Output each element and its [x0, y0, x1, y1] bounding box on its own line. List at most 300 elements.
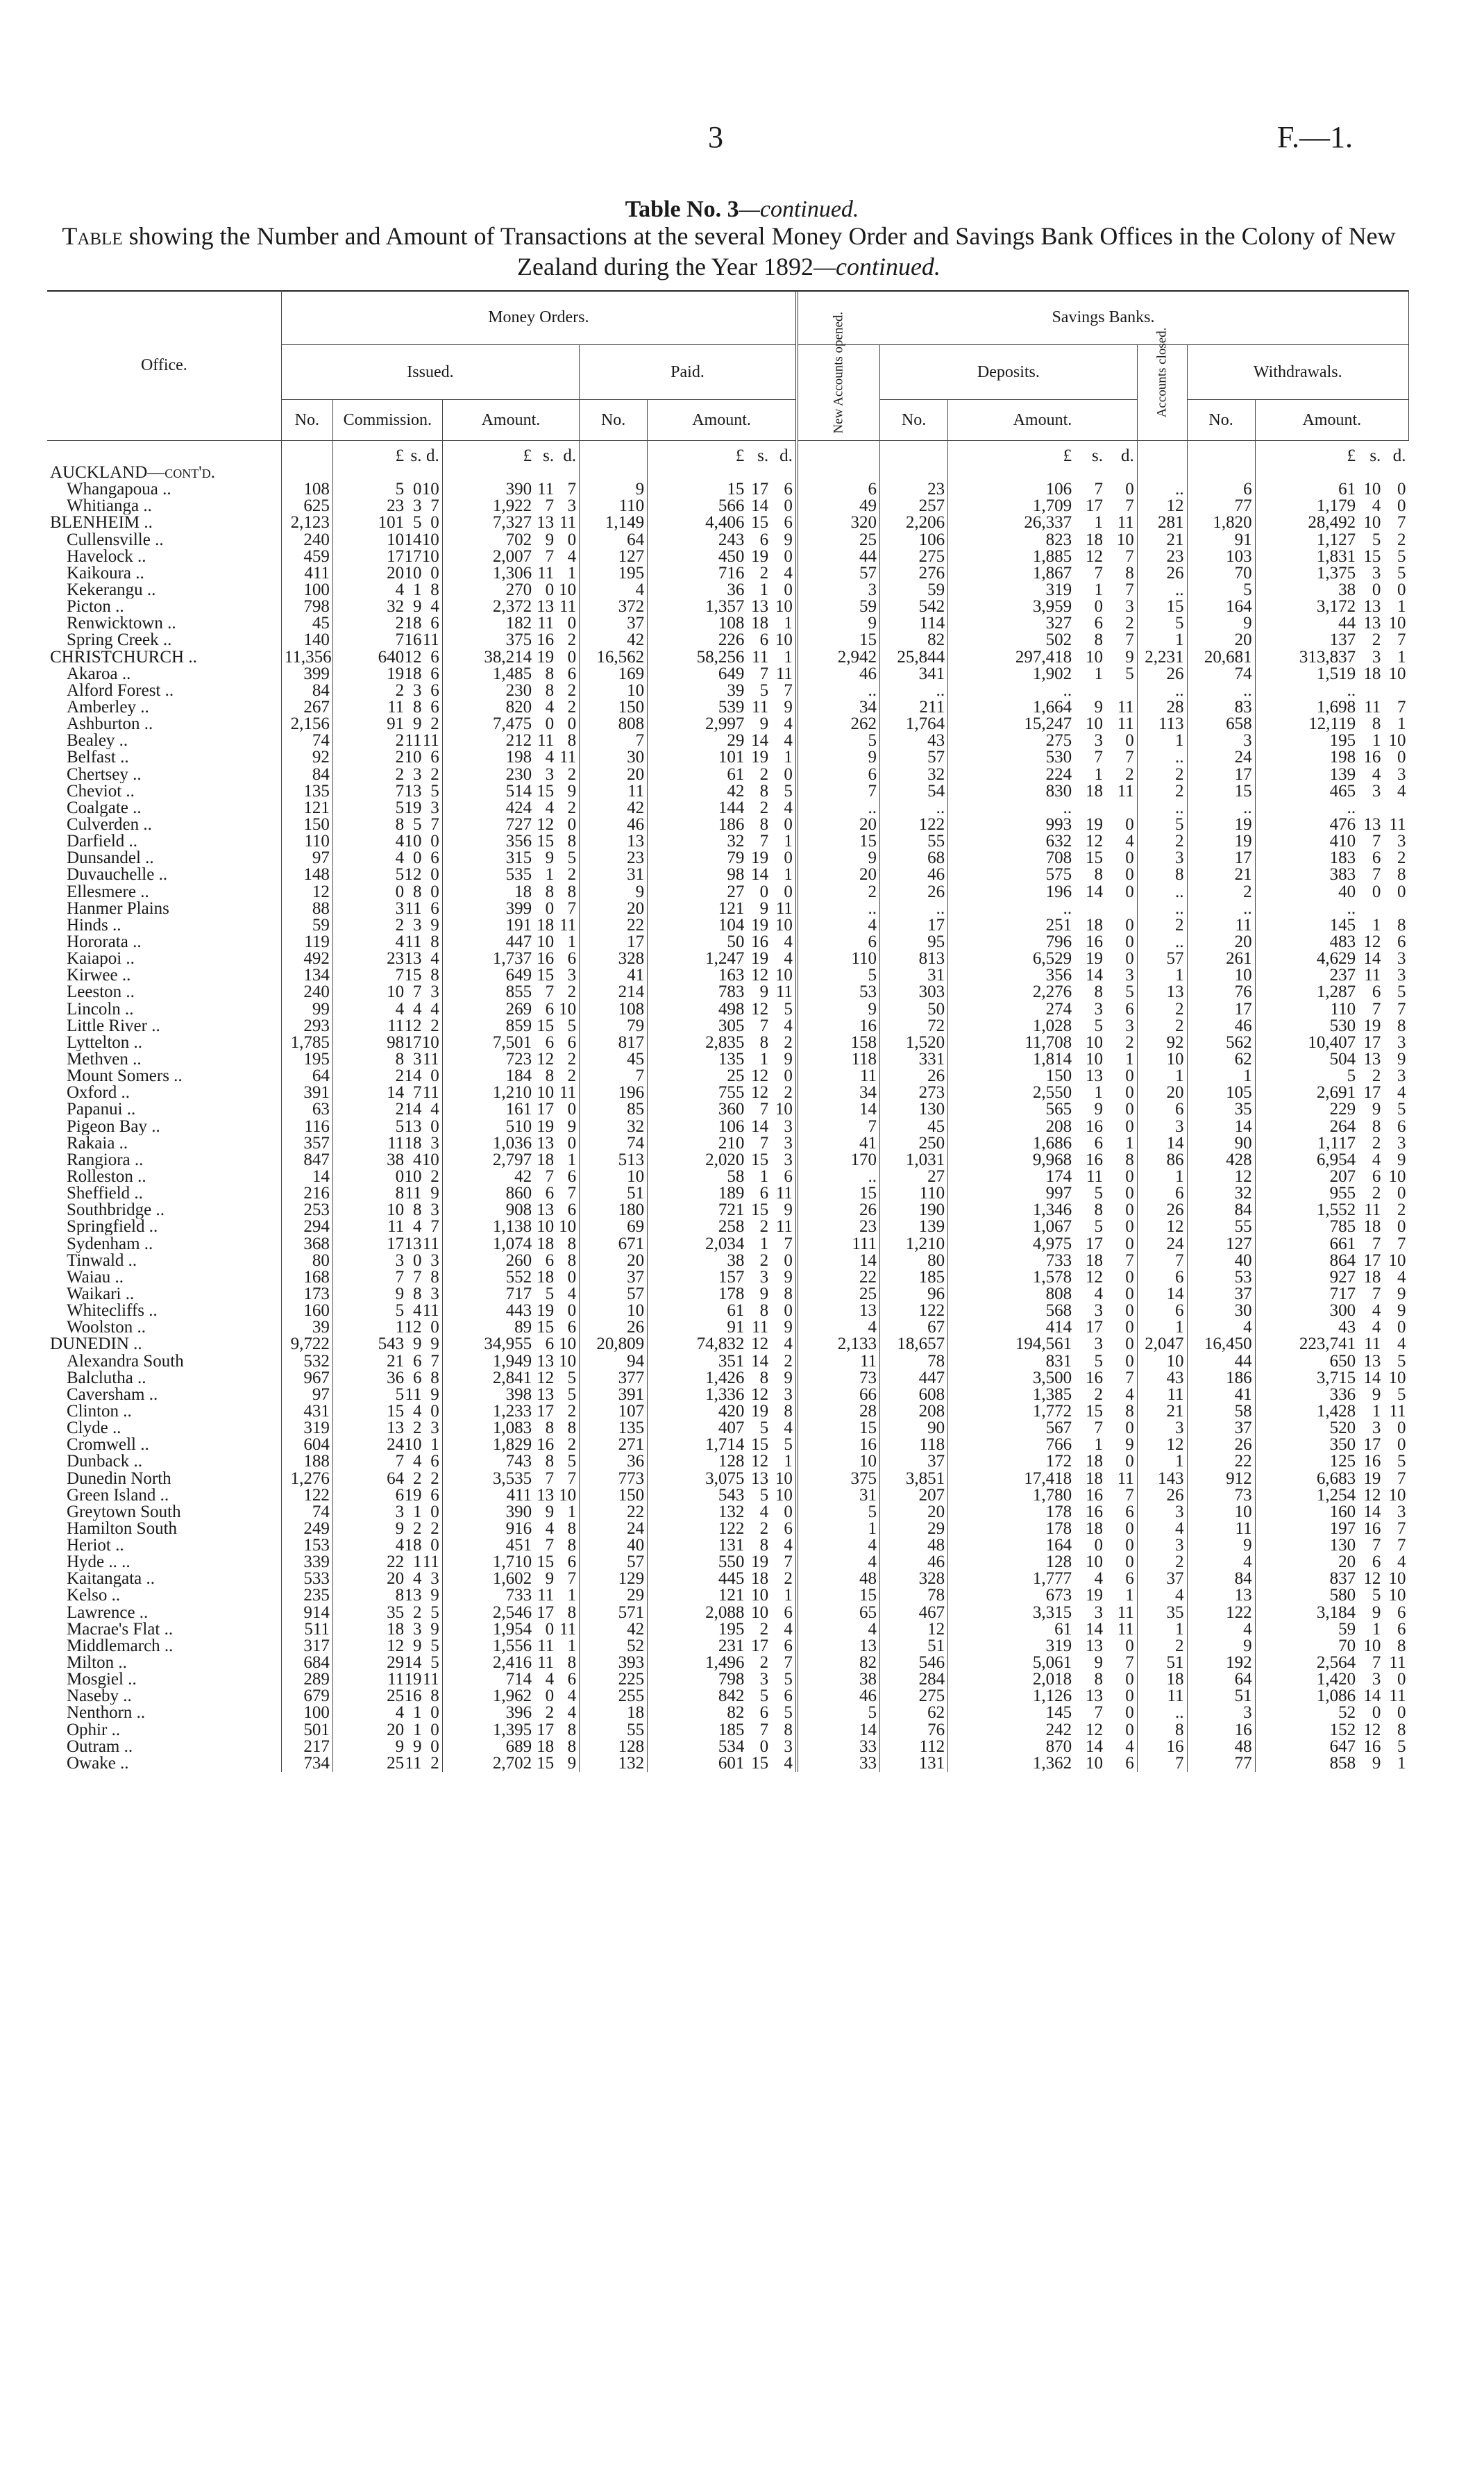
issued-amount-pence: 11: [559, 514, 577, 532]
commission-shillings: 4: [412, 1151, 422, 1169]
deposits-amount-pounds: ..: [1063, 682, 1072, 699]
withdrawals-amount-shillings: 17: [1363, 1252, 1381, 1269]
office-name: Outram ..: [67, 1738, 133, 1755]
issued-amount-pounds: 743: [505, 1453, 532, 1471]
unit-cell-office: [47, 441, 281, 465]
paid-number: 132: [580, 1755, 648, 1772]
issued-amount: [442, 1269, 579, 1286]
deposits-amount: [948, 1202, 1138, 1219]
new-accounts: [797, 465, 880, 481]
withdrawals-amount-pence: 5: [1397, 1101, 1406, 1119]
table-row: [47, 783, 1409, 800]
deposits-amount-pence: 7: [1125, 1654, 1134, 1672]
paid-number: 129: [580, 1571, 648, 1587]
paid-amount: [648, 1135, 797, 1152]
deposits-number: 208: [880, 1403, 948, 1420]
commission-shillings: 14: [404, 1068, 422, 1085]
paid-amount-pence: 0: [784, 850, 793, 867]
new-accounts: 14: [797, 1722, 880, 1739]
deposits-amount-pounds: 164: [1045, 1537, 1072, 1555]
withdrawals-number: 2: [1187, 884, 1255, 901]
withdrawals-amount-shillings: 8: [1372, 716, 1381, 733]
deposits-number: 1,031: [880, 1152, 948, 1169]
commission-pounds: 11: [387, 698, 405, 717]
deposits-amount-pence: 9: [1125, 649, 1134, 666]
commission: [332, 632, 442, 649]
withdrawals-amount: [1255, 833, 1408, 850]
accounts-closed: 2: [1137, 833, 1187, 850]
commission-pence: 11: [422, 733, 439, 750]
deposits-amount: [948, 1286, 1138, 1303]
withdrawals-amount: [1255, 1185, 1408, 1202]
office-name: Lyttelton ..: [67, 1034, 143, 1051]
withdrawals-number: 77: [1187, 1755, 1255, 1772]
issued-amount-pence: 8: [567, 1654, 577, 1672]
withdrawals-number: 658: [1187, 716, 1255, 733]
issued-amount-pence: 6: [567, 1554, 577, 1571]
issued-amount-pounds: 820: [505, 698, 532, 717]
withdrawals-amount: [1255, 1722, 1408, 1739]
deposits-amount-pounds: 2,276: [1032, 984, 1072, 1001]
table-row: [47, 1353, 1409, 1369]
commission-pence: 0: [430, 1118, 439, 1135]
office-name: Mosgiel ..: [67, 1671, 137, 1689]
issued-number: 511: [281, 1621, 332, 1638]
accounts-closed: ..: [1137, 749, 1187, 766]
table-row: [47, 1453, 1409, 1470]
withdrawals-number: 11: [1187, 917, 1255, 934]
deposits-amount-shillings: 10: [1085, 1755, 1103, 1772]
commission-pence: 4: [430, 1001, 439, 1018]
issued-number: 11,356: [281, 649, 332, 666]
commission-pounds: 24: [387, 1437, 405, 1454]
deposits-amount-shillings: 17: [1085, 1319, 1103, 1337]
issued-number: 679: [281, 1688, 332, 1705]
paid-amount-shillings: 12: [751, 1001, 769, 1018]
deposits-number: 62: [880, 1705, 948, 1721]
paid-amount-pence: 5: [784, 1671, 793, 1689]
deposits-amount: [948, 884, 1138, 901]
deposits-amount-pounds: ..: [1063, 900, 1072, 917]
issued-amount: [442, 514, 579, 531]
deposits-amount-pounds: 766: [1045, 1437, 1072, 1454]
paid-amount: [648, 1587, 797, 1604]
withdrawals-number: 16: [1187, 1722, 1255, 1739]
paid-number: 513: [580, 1152, 648, 1169]
paid-amount-pence: 11: [775, 1219, 793, 1236]
withdrawals-amount: [1255, 1219, 1408, 1235]
paid-amount-pounds: 32: [727, 833, 745, 851]
commission: [332, 934, 442, 951]
issued-amount: [442, 817, 579, 833]
paid-amount-pence: 6: [784, 1688, 793, 1705]
deposits-amount: [948, 1571, 1138, 1587]
paid-number: 26: [580, 1319, 648, 1336]
deposits-amount-shillings: 13: [1085, 1688, 1103, 1705]
withdrawals-amount-pounds: 1,420: [1316, 1671, 1356, 1689]
issued-amount-shillings: 8: [545, 883, 555, 901]
commission-pence: 3: [430, 1252, 439, 1269]
commission-shillings: 17: [404, 1034, 422, 1051]
issued-amount-pence: 0: [567, 1135, 577, 1152]
paid-number: 10: [580, 1303, 648, 1319]
commission-shillings: 19: [404, 799, 422, 817]
deposits-amount-pence: 0: [1125, 1101, 1134, 1119]
table-row: [47, 1739, 1409, 1755]
withdrawals-amount: [1255, 1051, 1408, 1068]
commission-pence: 5: [430, 1604, 439, 1621]
issued-amount-pence: 6: [567, 1034, 577, 1051]
withdrawals-amount: [1255, 1169, 1408, 1185]
withdrawals-amount-pence: 3: [1397, 766, 1406, 783]
withdrawals-amount: [1255, 984, 1408, 1001]
issued-amount-pence: 8: [567, 1721, 577, 1739]
paid-amount-pounds: 135: [718, 1051, 745, 1069]
paid-amount-pence: 9: [784, 1051, 793, 1069]
issued-amount-pence: 8: [567, 1520, 577, 1537]
unit-cell: [580, 441, 648, 465]
paid-number: 17: [580, 934, 648, 951]
deposits-amount: [948, 1537, 1138, 1554]
withdrawals-number: 1,820: [1187, 514, 1255, 531]
deposits-number: 95: [880, 934, 948, 951]
issued-amount-pounds: 3,535: [492, 1470, 532, 1487]
accounts-closed: 13: [1137, 984, 1187, 1001]
header-issued-amount: Amount.: [442, 400, 579, 441]
deposits-number: 51: [880, 1638, 948, 1655]
issued-amount-pounds: 649: [505, 967, 532, 985]
table-row: [47, 817, 1409, 833]
withdrawals-amount-pounds: 152: [1329, 1721, 1356, 1739]
issued-amount-pence: 2: [567, 1068, 577, 1085]
paid-amount-pence: 11: [775, 1185, 793, 1203]
paid-amount-shillings: 15: [751, 514, 769, 532]
unit-pound: £: [1347, 446, 1356, 465]
withdrawals-amount-pounds: 43: [1338, 1319, 1356, 1337]
issued-amount: [442, 1303, 579, 1319]
issued-amount-shillings: 0: [545, 581, 555, 599]
office-name: Lincoln ..: [67, 1001, 134, 1018]
withdrawals-amount-pounds: 476: [1329, 816, 1356, 834]
deposits-amount: [948, 532, 1138, 549]
withdrawals-amount-pounds: 1,117: [1317, 1135, 1356, 1152]
withdrawals-amount-shillings: 17: [1363, 1437, 1381, 1454]
withdrawals-amount-pence: 6: [1397, 1604, 1406, 1621]
issued-amount: [442, 1336, 579, 1353]
issued-amount-pounds: 390: [505, 1503, 532, 1521]
new-accounts: 11: [797, 1353, 880, 1369]
withdrawals-number: 4: [1187, 1621, 1255, 1638]
withdrawals-amount-pence: 9: [1397, 1051, 1406, 1069]
paid-amount-shillings: 12: [751, 1453, 769, 1471]
new-accounts: 44: [797, 549, 880, 565]
table-row: [47, 951, 1409, 967]
deposits-amount-pounds: 224: [1045, 766, 1072, 783]
paid-amount: [648, 1051, 797, 1068]
issued-amount-shillings: 12: [537, 1369, 555, 1387]
table-row: [47, 1487, 1409, 1504]
paid-amount-shillings: 6: [759, 632, 769, 649]
paid-amount-pounds: 420: [718, 1403, 745, 1421]
issued-amount-shillings: 8: [545, 665, 555, 683]
issued-amount-pence: 0: [567, 716, 577, 733]
paid-number: 20: [580, 1253, 648, 1269]
paid-amount-shillings: 2: [759, 1252, 769, 1269]
deposits-amount: [948, 1521, 1138, 1537]
commission-pence: 3: [430, 1202, 439, 1219]
new-accounts: 48: [797, 1571, 880, 1587]
paid-number: 23: [580, 850, 648, 867]
withdrawals-amount-pounds: 837: [1329, 1571, 1356, 1588]
deposits-amount-pounds: 1,885: [1032, 548, 1072, 565]
withdrawals-number: 5: [1187, 582, 1255, 599]
new-accounts: 320: [797, 514, 880, 531]
paid-amount-pounds: 226: [718, 632, 745, 649]
commission-pounds: 5: [395, 799, 405, 817]
commission-pence: 3: [430, 1285, 439, 1303]
commission: [332, 1504, 442, 1521]
deposits-amount-pounds: 9,968: [1032, 1151, 1072, 1169]
commission-shillings: 0: [412, 1252, 422, 1269]
withdrawals-amount-pence: 10: [1388, 665, 1406, 683]
paid-amount: [648, 1621, 797, 1638]
deposits-amount-shillings: 17: [1085, 498, 1103, 515]
issued-amount-shillings: 17: [537, 1403, 555, 1421]
paid-amount: [648, 1705, 797, 1721]
issued-number: 160: [281, 1303, 332, 1319]
issued-amount-pence: 9: [567, 1755, 577, 1772]
commission-pence: 10: [421, 1151, 439, 1169]
paid-number: 377: [580, 1370, 648, 1387]
deposits-amount: [948, 951, 1138, 967]
commission-pounds: 36: [387, 1369, 405, 1387]
commission: [332, 1437, 442, 1453]
deposits-amount-shillings: 13: [1085, 1637, 1103, 1655]
issued-amount: [442, 934, 579, 951]
issued-amount-pence: 10: [559, 1001, 577, 1018]
withdrawals-amount-pence: 2: [1397, 1202, 1406, 1219]
office-name: Whitianga ..: [67, 498, 152, 515]
deposits-amount-shillings: 8: [1094, 632, 1103, 649]
paid-amount: [648, 1353, 797, 1369]
office-name: Clyde ..: [67, 1420, 121, 1437]
unit-s: s.: [757, 446, 769, 465]
issued-amount-shillings: 13: [537, 1135, 555, 1152]
paid-amount-pence: 9: [784, 1202, 793, 1219]
issued-amount-pence: 0: [567, 1101, 577, 1119]
issued-number: 173: [281, 1286, 332, 1303]
issued-number: 459: [281, 549, 332, 565]
table-row: [47, 833, 1409, 850]
new-accounts: 16: [797, 1437, 880, 1453]
issued-amount-shillings: 13: [537, 1353, 555, 1370]
issued-amount-shillings: 8: [545, 1068, 555, 1085]
withdrawals-number: 46: [1187, 1018, 1255, 1035]
commission-shillings: 9: [412, 1336, 422, 1353]
deposits-amount-pence: 6: [1125, 1755, 1134, 1772]
issued-amount-pounds: 2,841: [492, 1369, 532, 1387]
commission: [332, 767, 442, 783]
issued-amount-shillings: 16: [537, 632, 555, 649]
commission-shillings: 3: [412, 766, 422, 783]
commission: [332, 1185, 442, 1202]
deposits-amount: [948, 1387, 1138, 1403]
deposits-amount-pence: 0: [1125, 867, 1134, 884]
office-name: Spring Creek ..: [67, 632, 172, 649]
withdrawals-amount-pounds: 858: [1329, 1755, 1356, 1772]
issued-number: 235: [281, 1587, 332, 1604]
issued-amount: [442, 1605, 579, 1621]
issued-amount: [442, 1035, 579, 1051]
withdrawals-amount-pounds: 661: [1329, 1235, 1356, 1253]
paid-amount: [648, 1370, 797, 1387]
withdrawals-amount-pence: 3: [1397, 1034, 1406, 1051]
issued-number: 317: [281, 1638, 332, 1655]
commission-pence: 0: [430, 1537, 439, 1555]
commission-shillings: 14: [404, 531, 422, 549]
paid-number: 46: [580, 817, 648, 833]
new-accounts: 82: [797, 1655, 880, 1671]
office-name: Havelock ..: [67, 548, 146, 565]
commission: [332, 1051, 442, 1068]
issued-number: 108: [281, 481, 332, 498]
withdrawals-amount: [1255, 1470, 1408, 1487]
paid-amount-shillings: 16: [751, 933, 769, 951]
issued-number: 967: [281, 1370, 332, 1387]
paid-amount: [648, 1537, 797, 1554]
withdrawals-amount-shillings: 1: [1372, 917, 1381, 934]
withdrawals-number: 19: [1187, 817, 1255, 833]
new-accounts: 11: [797, 1068, 880, 1085]
deposits-number: 303: [880, 984, 948, 1001]
deposits-amount-pence: 0: [1125, 1637, 1134, 1655]
issued-amount: [442, 1319, 579, 1336]
deposits-number: 2,206: [880, 514, 948, 531]
deposits-amount-shillings: 1: [1094, 766, 1103, 783]
withdrawals-amount: [1255, 1521, 1408, 1537]
deposits-amount-pounds: 106: [1045, 481, 1072, 499]
deposits-amount-shillings: 18: [1085, 917, 1103, 934]
deposits-number: 59: [880, 582, 948, 599]
new-accounts: 118: [797, 1051, 880, 1068]
accounts-closed: ..: [1137, 582, 1187, 599]
accounts-closed: 24: [1137, 1235, 1187, 1252]
unit-cell: [1137, 441, 1187, 465]
withdrawals-amount: [1255, 1353, 1408, 1369]
deposits-amount: [948, 967, 1138, 984]
issued-amount-pence: 0: [567, 816, 577, 834]
unit-s: s.: [543, 446, 555, 465]
commission-pence: 9: [430, 917, 439, 934]
deposits-amount-pounds: 274: [1045, 1001, 1072, 1018]
issued-amount-shillings: 11: [537, 733, 555, 750]
commission: [332, 1253, 442, 1269]
withdrawals-number: 30: [1187, 1303, 1255, 1319]
commission-shillings: 2: [412, 1604, 422, 1621]
new-accounts: 6: [797, 934, 880, 951]
header-new-accounts: [797, 311, 880, 441]
issued-number: 97: [281, 850, 332, 867]
commission: [332, 1705, 442, 1721]
commission-pence: 2: [430, 1470, 439, 1487]
paid-number: 52: [580, 1638, 648, 1655]
withdrawals-amount-pence: 5: [1397, 548, 1406, 565]
deposits-amount-shillings: 17: [1085, 1235, 1103, 1253]
accounts-closed: 7: [1137, 1755, 1187, 1772]
commission-pence: 3: [430, 1135, 439, 1152]
table-row: [47, 1605, 1409, 1621]
office-name: Balclutha ..: [67, 1369, 146, 1387]
commission-shillings: 18: [404, 615, 422, 633]
paid-amount-pounds: 98: [727, 867, 745, 884]
issued-amount-shillings: 7: [545, 498, 555, 515]
paid-amount-pounds: 58: [727, 1168, 745, 1186]
paid-amount-pounds: 1,336: [705, 1386, 745, 1403]
withdrawals-number: 6: [1187, 481, 1255, 498]
deposits-number: 110: [880, 1185, 948, 1202]
commission-pounds: 91: [387, 716, 405, 733]
commission-pence: 10: [421, 531, 439, 549]
paid-number: 85: [580, 1101, 648, 1118]
commission-pounds: 2: [395, 1068, 405, 1085]
withdrawals-amount-pence: 0: [1397, 581, 1406, 599]
deposits-amount: [948, 1554, 1138, 1571]
issued-amount-pence: 5: [567, 1017, 577, 1035]
deposits-amount-shillings: 4: [1094, 1571, 1103, 1588]
paid-amount: [648, 1152, 797, 1169]
deposits-amount-shillings: 10: [1085, 649, 1103, 666]
commission-pounds: 2: [395, 615, 405, 633]
withdrawals-amount: [1255, 1319, 1408, 1336]
issued-number: 604: [281, 1437, 332, 1453]
issued-amount-pounds: 1,922: [492, 498, 532, 515]
deposits-amount-pence: 1: [1125, 1587, 1134, 1605]
accounts-closed: ..: [1137, 1705, 1187, 1721]
accounts-closed: 2: [1137, 1638, 1187, 1655]
paid-amount: [648, 1387, 797, 1403]
issued-number: 684: [281, 1655, 332, 1671]
commission-pence: 9: [430, 1621, 439, 1638]
deposits-number: 275: [880, 549, 948, 565]
issued-number: 411: [281, 565, 332, 582]
issued-amount: [442, 1470, 579, 1487]
withdrawals-amount: [1255, 532, 1408, 549]
commission-shillings: 2: [412, 1520, 422, 1537]
deposits-number: 284: [880, 1671, 948, 1688]
paid-number: 22: [580, 1504, 648, 1521]
withdrawals-number: 192: [1187, 1655, 1255, 1671]
paid-number: 225: [580, 1671, 648, 1688]
paid-amount: [648, 1554, 797, 1571]
issued-amount-pounds: 7,501: [492, 1034, 532, 1051]
withdrawals-amount-shillings: 12: [1363, 1721, 1381, 1739]
issued-amount: [442, 1638, 579, 1655]
commission: [332, 951, 442, 967]
deposits-amount-pence: 0: [1125, 1721, 1134, 1739]
paid-amount-pounds: 755: [718, 1085, 745, 1102]
paid-number: 79: [580, 1018, 648, 1035]
withdrawals-number: [1187, 465, 1255, 481]
issued-amount: [442, 1118, 579, 1135]
paid-amount-pounds: 163: [718, 967, 745, 985]
accounts-closed: 1: [1137, 967, 1187, 984]
paid-amount: [648, 917, 797, 934]
office-name: Papanui ..: [67, 1101, 136, 1119]
table-row: [47, 967, 1409, 984]
withdrawals-amount-pence: 9: [1397, 1151, 1406, 1169]
issued-amount-pence: 0: [567, 649, 577, 666]
paid-amount-pence: 10: [775, 599, 793, 616]
